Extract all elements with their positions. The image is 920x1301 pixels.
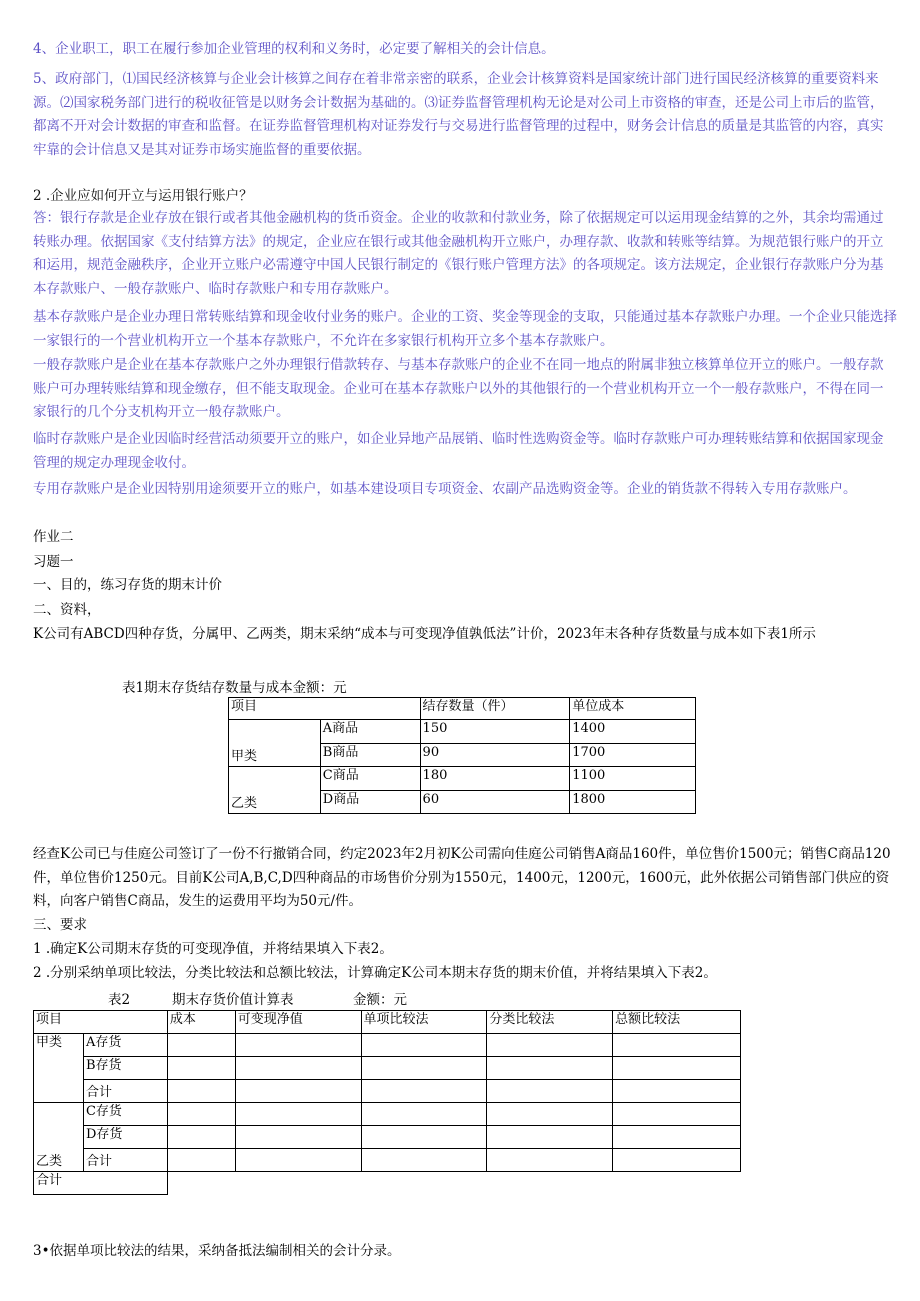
answer-temporary-account: 临时存款账户是企业因临时经营活动须要开立的账户，如企业异地产品展销、临时性选购资金等。临时存款账户可办理转账结算和依据国家现金管理的规定办理现金收付。 <box>33 431 884 471</box>
cost-cell: 1400 <box>570 720 696 744</box>
input-cell[interactable] <box>361 1080 487 1103</box>
input-cell[interactable] <box>167 1126 235 1149</box>
table2-caption-number: 表2 <box>108 992 131 1008</box>
input-cell[interactable] <box>167 1057 235 1080</box>
input-cell[interactable] <box>361 1034 487 1057</box>
header-net-realizable: 可变现净值 <box>235 1011 361 1034</box>
item-cell: D存货 <box>83 1126 167 1149</box>
paragraph-employees: 4、企业职工，职工在履行参加企业管理的权利和义务时，必定要了解相关的会计信息。 <box>33 41 555 57</box>
item-cell: C存货 <box>83 1103 167 1126</box>
item-cell: C商品 <box>320 767 420 791</box>
input-cell[interactable] <box>235 1034 361 1057</box>
cost-cell: 1100 <box>570 767 696 791</box>
input-cell[interactable] <box>613 1149 741 1172</box>
subtotal-cell: 合计 <box>83 1080 167 1103</box>
qty-cell: 180 <box>420 767 570 791</box>
subtotal-cell: 合计 <box>83 1149 167 1172</box>
input-cell[interactable] <box>613 1057 741 1080</box>
table2-caption-title: 期末存货价值计算表 <box>172 992 294 1008</box>
input-cell[interactable] <box>361 1057 487 1080</box>
table-header-row <box>34 1011 741 1034</box>
total-cell: 合计 <box>34 1172 168 1195</box>
input-cell[interactable] <box>361 1103 487 1126</box>
table-row <box>34 1034 741 1057</box>
input-cell[interactable] <box>361 1126 487 1149</box>
purpose-text: 一、目的，练习存货的期末计价 <box>33 577 222 593</box>
group-yi: 乙类 <box>34 1103 84 1172</box>
header-item: 项目 <box>229 698 421 720</box>
cost-cell: 1800 <box>570 790 696 814</box>
input-cell[interactable] <box>487 1149 613 1172</box>
empty-cell <box>167 1172 235 1195</box>
answer-general-account: 一般存款账户是企业在基本存款账户之外办理银行借款转存、与基本存款账户的企业不在同一地点的附属非独立核算单位开立的账户。一般存款账户可办理转账结算和现金缴存，但不能支取现金。企业可在基本存款账户以外的其他银行的一个营业机构开立一个一般存款账户，不得在同一家银行的几个分支机构开立一般存款账户。 <box>33 357 884 420</box>
table-row <box>34 1126 741 1149</box>
header-quantity: 结存数量（件） <box>420 698 570 720</box>
input-cell[interactable] <box>613 1103 741 1126</box>
empty-cell <box>235 1172 361 1195</box>
answer-special-account: 专用存款账户是企业因特别用途须要开立的账户，如基本建设项目专项资金、农副产品选购资金等。企业的销货款不得转入专用存款账户。 <box>33 481 857 497</box>
requirement-1: 1 .确定K公司期末存货的可变现净值，并将结果填入下表2。 <box>33 941 393 957</box>
table2-caption-unit: 金额：元 <box>353 992 407 1008</box>
inventory-quantity-table <box>228 697 696 814</box>
input-cell[interactable] <box>613 1126 741 1149</box>
input-cell[interactable] <box>167 1149 235 1172</box>
table-row <box>34 1149 741 1172</box>
input-cell[interactable] <box>487 1103 613 1126</box>
input-cell[interactable] <box>487 1126 613 1149</box>
input-cell[interactable] <box>235 1057 361 1080</box>
item-cell: D商品 <box>320 790 420 814</box>
header-total-method: 总额比较法 <box>613 1011 741 1034</box>
input-cell[interactable] <box>167 1034 235 1057</box>
table-row <box>229 767 696 791</box>
table-row <box>34 1103 741 1126</box>
contract-note: 经查K公司已与佳庭公司签订了一份不行撤销合同，约定2023年2月初K公司需向佳庭公司销售A商品160件，单位售价1500元；销售C商品120件，单位售价1250元。目前K公司A,B,C,D四种商品的市场售价分别为1550元，1400元，1200元，1600元，此外依据公司销售部门供应的资料，向客户销售C商品，发生的运费用平均为50元/件。 <box>33 846 891 909</box>
question-title: 2 .企业应如何开立与运用银行账户？ <box>33 188 253 204</box>
group-jia: 甲类 <box>34 1034 84 1103</box>
table1-caption: 表1期末存货结存数量与成本金额：元 <box>122 680 347 696</box>
input-cell[interactable] <box>235 1126 361 1149</box>
input-cell[interactable] <box>167 1103 235 1126</box>
requirements-heading: 三、要求 <box>33 917 87 933</box>
table-header-row <box>229 698 696 720</box>
header-unit-cost: 单位成本 <box>570 698 696 720</box>
table-row <box>34 1080 741 1103</box>
item-cell: B商品 <box>320 743 420 767</box>
empty-cell <box>361 1172 487 1195</box>
input-cell[interactable] <box>235 1149 361 1172</box>
requirement-2: 2 .分别采纳单项比较法，分类比较法和总额比较法，计算确定K公司本期末存货的期末价值，并将结果填入下表2。 <box>33 965 717 981</box>
input-cell[interactable] <box>613 1080 741 1103</box>
group-yi: 乙类 <box>229 767 321 814</box>
header-category-method: 分类比较法 <box>487 1011 613 1034</box>
input-cell[interactable] <box>235 1080 361 1103</box>
empty-cell <box>487 1172 613 1195</box>
material-text: K公司有ABCD四种存货，分属甲、乙两类，期末采纳“成本与可变现净值孰低法”计价，2023年末各种存货数量与成本如下表1所示 <box>33 626 816 642</box>
exercise-title: 习题一 <box>33 554 74 570</box>
header-item-method: 单项比较法 <box>361 1011 487 1034</box>
empty-cell <box>613 1172 741 1195</box>
table-total-row <box>34 1172 741 1195</box>
input-cell[interactable] <box>235 1103 361 1126</box>
requirement-3: 3•依据单项比较法的结果，采纳备抵法编制相关的会计分录。 <box>33 1243 401 1259</box>
input-cell[interactable] <box>487 1080 613 1103</box>
qty-cell: 60 <box>420 790 570 814</box>
item-cell: A商品 <box>320 720 420 744</box>
table-row <box>229 720 696 744</box>
answer-basic-account: 基本存款账户是企业办理日常转账结算和现金收付业务的账户。企业的工资、奖金等现金的支取，只能通过基本存款账户办理。一个企业只能选择一家银行的一个营业机构开立一个基本存款账户，不允许在多家银行机构开立多个基本存款账户。 <box>33 309 897 349</box>
input-cell[interactable] <box>167 1080 235 1103</box>
header-cost: 成本 <box>167 1011 235 1034</box>
input-cell[interactable] <box>361 1149 487 1172</box>
input-cell[interactable] <box>487 1057 613 1080</box>
inventory-value-table <box>33 1010 741 1195</box>
item-cell: B存货 <box>83 1057 167 1080</box>
paragraph-government: 5、政府部门，⑴国民经济核算与企业会计核算之间存在着非常亲密的联系，企业会计核算资料是国家统计部门进行国民经济核算的重要资料来源。⑵国家税务部门进行的税收征管是以财务会计数据为基础的。⑶证券监督管理机构无论是对公司上市资格的审查，还是公司上市后的监管，都离不开对会计数据的审查和监督。在证券监督管理机构对证券发行与交易进行监督管理的过程中，财务会计信息的质量是其监管的内容，真实牢靠的会计信息又是其对证券市场实施监督的重要依据。 <box>33 71 884 158</box>
group-jia: 甲类 <box>229 720 321 767</box>
qty-cell: 150 <box>420 720 570 744</box>
qty-cell: 90 <box>420 743 570 767</box>
cost-cell: 1700 <box>570 743 696 767</box>
header-item: 项目 <box>34 1011 168 1034</box>
answer-intro: 答：银行存款是企业存放在银行或者其他金融机构的货币资金。企业的收款和付款业务，除了依据规定可以运用现金结算的之外，其余均需通过转账办理。依据国家《支付结算方法》的规定，企业应在银行或其他金融机构开立账户，办理存款、收款和转账等结算。为规范银行账户的开立和运用，规范金融秩序，企业开立账户必需遵守中国人民银行制定的《银行账户管理方法》的各项规定。该方法规定，企业银行存款账户分为基本存款账户、一般存款账户、临时存款账户和专用存款账户。 <box>33 210 884 297</box>
item-cell: A存货 <box>83 1034 167 1057</box>
homework-title: 作业二 <box>33 529 74 545</box>
table-row <box>34 1057 741 1080</box>
input-cell[interactable] <box>613 1034 741 1057</box>
material-heading: 二、资料， <box>33 602 101 618</box>
input-cell[interactable] <box>487 1034 613 1057</box>
